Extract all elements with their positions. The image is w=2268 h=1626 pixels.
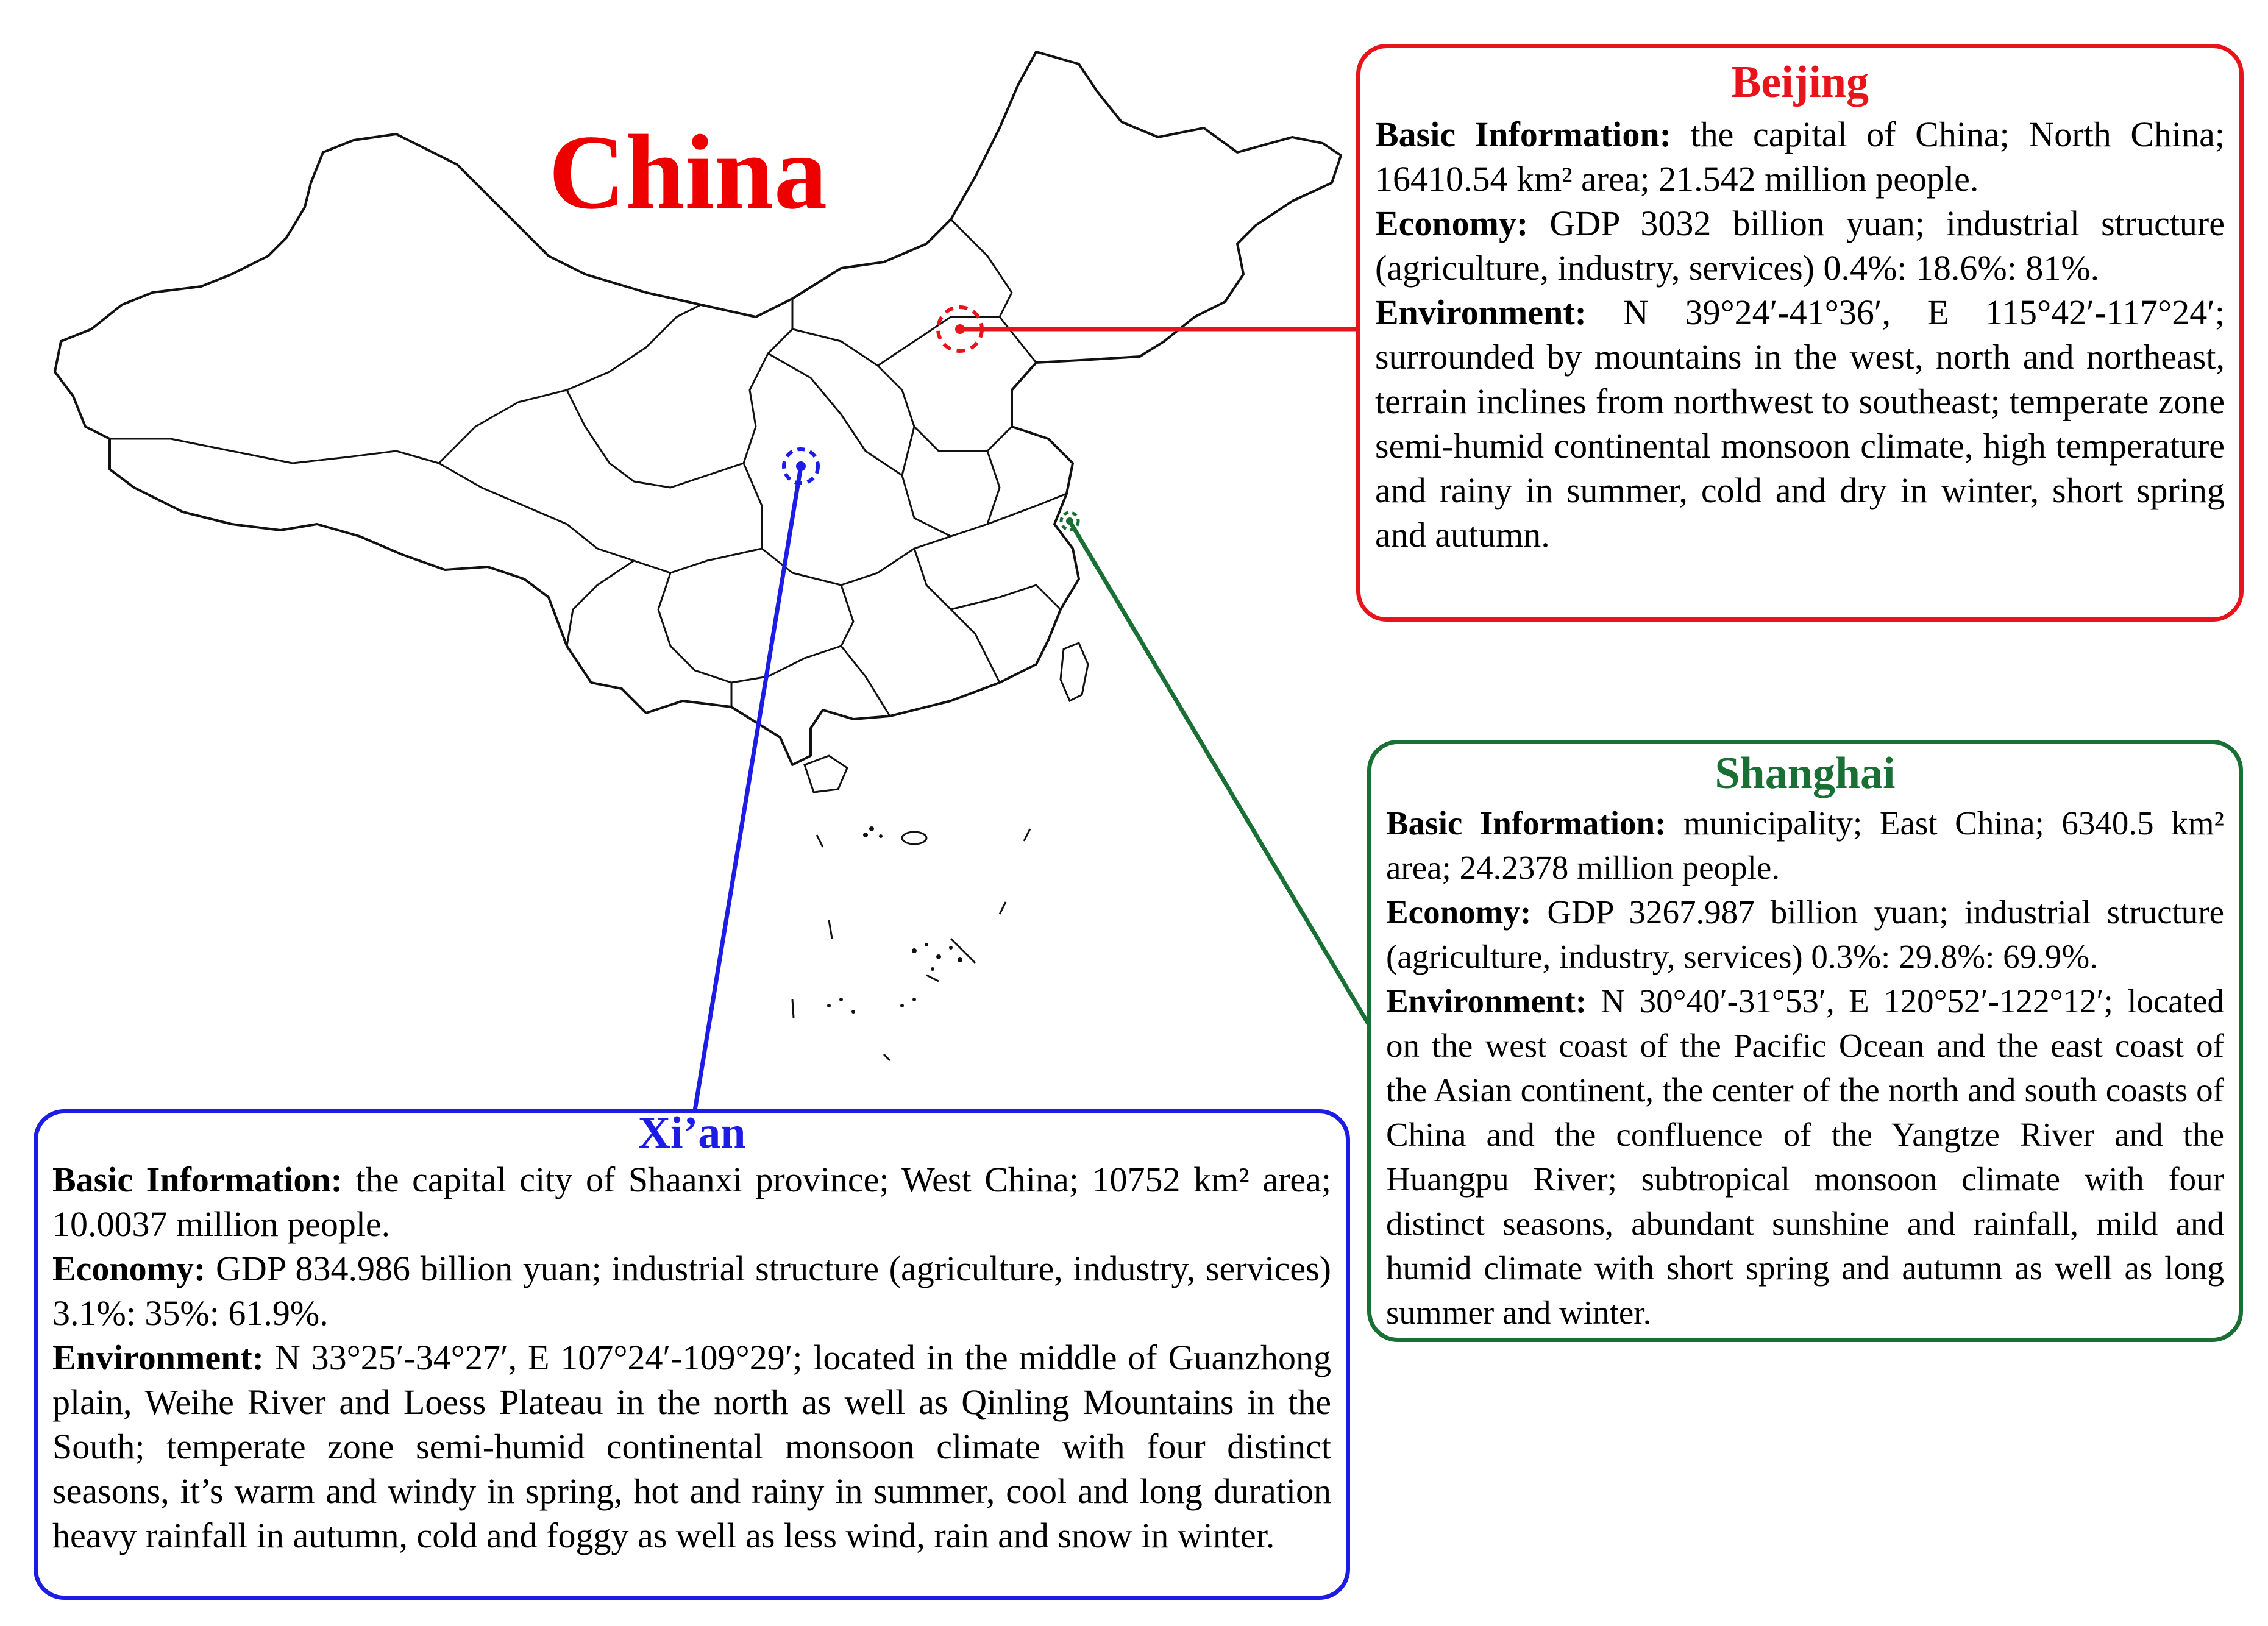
map-title: China [549,113,828,231]
economy-label: Economy: [1375,204,1529,244]
shanghai-info-box [1367,740,2243,1342]
shanghai-economy: Economy: GDP 3267.987 billion yuan; industrial structure (agriculture, industry, services) 0.3%: 29.8%: 69.9%. [1386,893,2224,976]
xian-title: Xi’an [638,1108,746,1158]
hainan-island [805,756,847,792]
shanghai-leader-line [1070,521,1368,1024]
environment-label: Environment: [1386,982,1587,1020]
environment-label: Environment: [1375,293,1587,333]
beijing-environment: Environment: N 39°24′-41°36′, E 115°42′-117°24′; surrounded by mountains in the west, north and northeast, terrain inclines from northwest to southeast; temperate zone semi-humid continental monsoon climate, high temperature and rainy in summer, cold and dry in winter, short spring and autumn. [1375,293,2225,555]
shanghai-environment: Environment: N 30°40′-31°53′, E 120°52′-122°12′; located on the west coast of the Pacific Ocean and the east coast of the Asian continent, the center of the north and south coasts of China and the confluence of the Yangtze River and the Huangpu River; subtropical monsoon climate with four distinct seasons, abundant sunshine and rainfall, mild and humid climate with short spring and autumn as well as long summer and winter. [1386,982,2224,1332]
basic-info-label: Basic Information: [1386,804,1666,842]
basic-info-label: Basic Information: [1375,115,1671,155]
beijing-basic-info: Basic Information: the capital of China; North China; 16410.54 km² area; 21.542 million people. [1375,115,2225,199]
xian-economy: Economy: GDP 834.986 billion yuan; industrial structure (agriculture, industry, services) 3.1%: 35%: 61.9%. [52,1248,1331,1333]
xian-basic-info: Basic Information: the capital city of Shaanxi province; West China; 10752 km² area; 10.0037 million people. [52,1159,1331,1244]
environment-label: Environment: [52,1337,264,1377]
shanghai-title: Shanghai [1715,748,1896,798]
islands [792,643,1088,1060]
basic-info-label: Basic Information: [52,1159,343,1199]
beijing-info-box [1356,44,2244,622]
economy-label: Economy: [52,1248,206,1288]
economy-label: Economy: [1386,893,1532,931]
province-boundaries [110,219,1067,716]
beijing-economy: Economy: GDP 3032 billion yuan; industrial structure (agriculture, industry, services) 0.4%: 18.6%: 81%. [1375,204,2225,288]
xian-leader-line [695,466,801,1110]
beijing-title: Beijing [1730,57,1869,107]
shanghai-basic-info: Basic Information: municipality; East China; 6340.5 km² area; 24.2378 million people. [1386,804,2224,887]
taiwan-island [1061,643,1088,701]
xian-environment: Environment: N 33°25′-34°27′, E 107°24′-109°29′; located in the middle of Guanzhong plain, Weihe River and Loess Plateau in the north as well as Qinling Mountains in the South; temperate zone semi-humid continental monsoon climate with four distinct seasons, it’s warm and windy in spring, hot and rainy in summer, cool and long duration heavy rainfall in autumn, cold and foggy as well as less wind, rain and snow in winter. [52,1337,1331,1555]
xian-info-box [34,1109,1350,1600]
island-dots [827,826,962,1014]
